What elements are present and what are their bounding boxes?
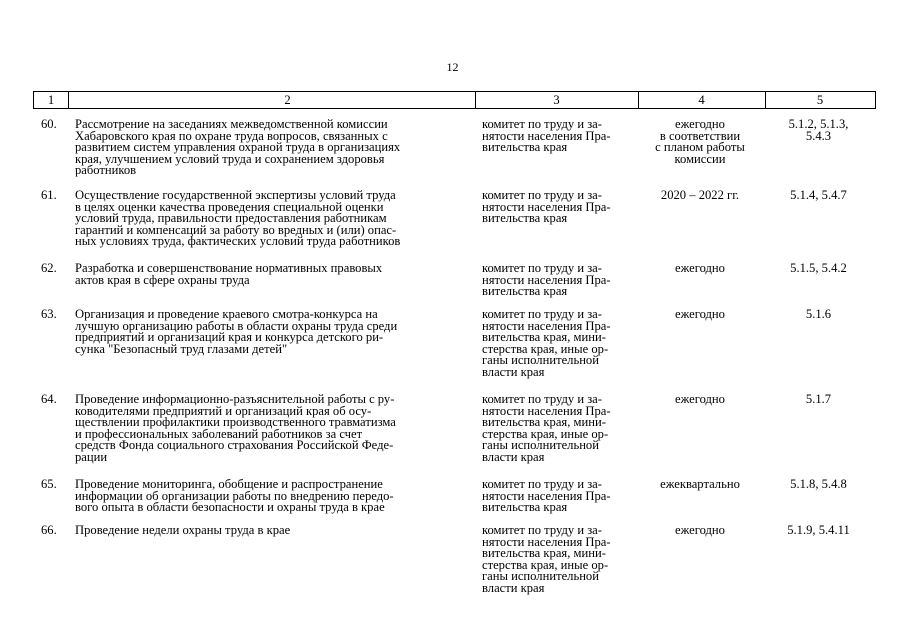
row-description: Разработка и совершенствование нормативных правовых актов края в сфере охраны труда	[75, 261, 383, 287]
row-responsible: комитет по труду и за- нятости населения Пра- вительства края, мини- стерства края, иные ор- ганы исполнительной власти края	[482, 307, 611, 379]
row-points: 5.1.2, 5.1.3, 5.4.3	[788, 117, 849, 143]
header-col-1: 1	[47, 93, 55, 107]
row-description: Проведение мониторинга, обобщение и распространение информации об организации работы по внедрению передо- вого опыта в области безопасности и охраны труда в крае	[75, 477, 394, 515]
row-points: 5.1.6	[805, 307, 832, 321]
row-points: 5.1.8, 5.4.8	[790, 477, 847, 491]
row-responsible: комитет по труду и за- нятости населения Пра- вительства края, мини- стерства края, иные ор- ганы исполнительной власти края	[482, 392, 611, 464]
row-number: 65.	[41, 477, 57, 491]
row-term: ежегодно в соответствии с планом работы комиссии	[655, 117, 745, 166]
row-responsible: комитет по труду и за- нятости населения Пра- вительства края, мини- стерства края, иные ор- ганы исполнительной власти края	[482, 523, 611, 595]
row-description: Организация и проведение краевого смотра-конкурса на лучшую организацию работы в области охраны труда среди предприятий и организаций края и конкурса детского ри- сунка "Безопасный труд глазами детей"	[75, 307, 398, 356]
row-responsible: комитет по труду и за- нятости населения Пра- вительства края	[482, 477, 611, 515]
row-responsible: комитет по труду и за- нятости населения Пра- вительства края	[482, 188, 611, 226]
row-number: 62.	[41, 261, 57, 275]
row-number: 64.	[41, 392, 57, 406]
row-number: 60.	[41, 117, 57, 131]
row-responsible: комитет по труду и за- нятости населения Пра- вительства края	[482, 117, 611, 155]
header-col-5: 5	[816, 93, 824, 107]
page-number: 12	[446, 60, 459, 74]
row-description: Рассмотрение на заседаниях межведомственной комиссии Хабаровского края по охране труда вопросов, связанных с развитием систем управления охраной труда в организациях края, улучшением условий труда и сохранением здоровья работников	[75, 117, 401, 178]
row-term: ежегодно	[675, 392, 725, 406]
row-number: 66.	[41, 523, 57, 537]
table-header	[33, 91, 876, 109]
header-col-4: 4	[698, 93, 705, 107]
row-number: 61.	[41, 188, 57, 202]
row-term: ежеквартально	[660, 477, 740, 491]
row-term: ежегодно	[675, 523, 725, 537]
row-responsible: комитет по труду и за- нятости населения Пра- вительства края	[482, 261, 611, 299]
row-description: Проведение информационно-разъяснительной работы с ру- ководителями предприятий и организаций края об осу- ществлении профилактики производственного травматизма и профессиональных заболеваний работников за счет средств Фонда социального страхования Российской Феде- рации	[75, 392, 396, 464]
row-term: ежегодно	[675, 261, 725, 275]
row-points: 5.1.9, 5.4.11	[787, 523, 850, 537]
row-points: 5.1.5, 5.4.2	[790, 261, 847, 275]
header-col-3: 3	[553, 93, 560, 107]
row-points: 5.1.7	[805, 392, 832, 406]
row-points: 5.1.4, 5.4.7	[790, 188, 847, 202]
header-col-2: 2	[284, 93, 291, 107]
row-description: Осуществление государственной экспертизы условий труда в целях оценки качества проведения специальной оценки условий труда, правильности предоставления работникам гарантий и компенсаций за работу во вредных и (или) опас- ных условиях труда, фактических условий труда работников	[75, 188, 401, 249]
row-description: Проведение недели охраны труда в крае	[75, 523, 291, 537]
row-number: 63.	[41, 307, 57, 321]
row-term: 2020 – 2022 гг.	[660, 188, 740, 202]
row-term: ежегодно	[675, 307, 725, 321]
